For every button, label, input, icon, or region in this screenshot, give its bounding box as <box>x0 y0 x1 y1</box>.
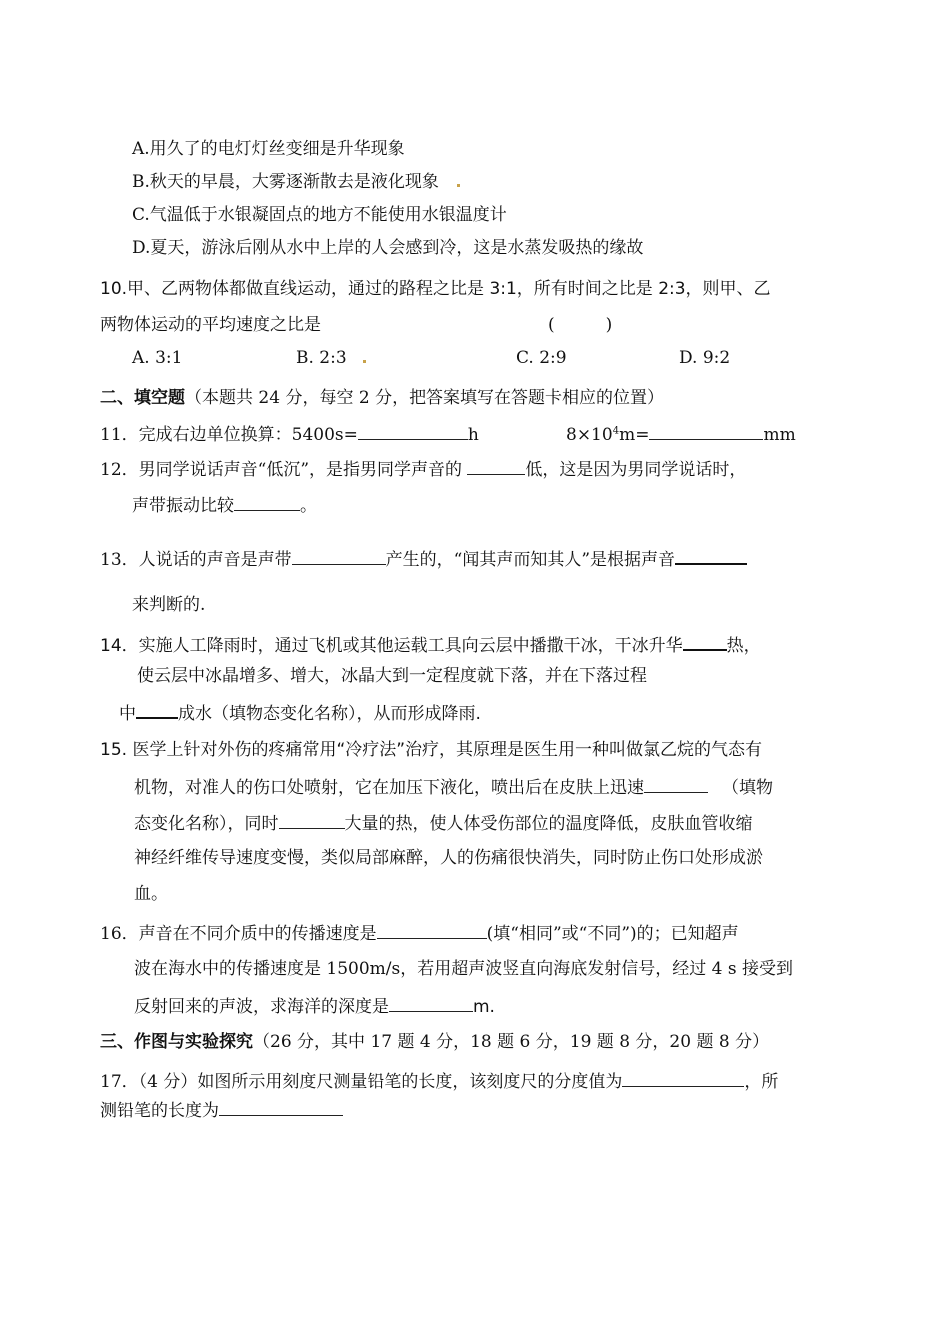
q10-option-d: D. 9:2 <box>679 348 731 368</box>
q10-line2: 两物体运动的平均速度之比是 <box>100 315 321 335</box>
q17-blank-1[interactable] <box>622 1068 744 1087</box>
q15-line4: 神经纤维传导速度变慢，类似局部麻醉，人的伤痛很快消失，同时防止伤口处形成淤 <box>134 848 763 868</box>
q15-blank-2[interactable] <box>279 810 345 829</box>
q13-blank-1[interactable] <box>292 546 386 565</box>
q12-line1: 12．男同学说话声音“低沉”，是指男同学声音的 低，这是因为男同学说话时， <box>100 456 746 482</box>
q10-option-b: B. 2:3 <box>296 346 368 370</box>
q17-line2: 测铅笔的长度为 <box>100 1097 343 1123</box>
q11-line: 11．完成右边单位换算：5400s= h <box>100 421 479 447</box>
q15-line5: 血。 <box>134 884 168 904</box>
q16-blank-1[interactable] <box>377 920 487 939</box>
q12-blank-2[interactable] <box>234 492 300 511</box>
q11-blank-1[interactable] <box>358 421 468 440</box>
q13-line2: 来判断的. <box>132 595 206 615</box>
q9-option-c: C.气温低于水银凝固点的地方不能使用水银温度计 <box>132 205 507 225</box>
q13-blank-2[interactable] <box>675 545 747 565</box>
q16-line1: 16．声音在不同介质中的传播速度是 (填“相同”或“不同”)的；已知超声 <box>100 920 739 946</box>
q12-line2: 声带振动比较 。 <box>132 492 317 518</box>
section3-note: （26 分，其中 17 题 4 分，18 题 6 分，19 题 8 分，20 题 8 分） <box>253 1032 770 1052</box>
q12-blank-1[interactable] <box>467 456 525 475</box>
stray-dot <box>363 360 366 363</box>
section3-heading <box>100 1030 769 1054</box>
section2-heading <box>100 386 664 410</box>
q16-line3: 反射回来的声波，求海洋的深度是 m. <box>134 993 495 1019</box>
q16-blank-2[interactable] <box>389 993 473 1012</box>
q11-line-part2: $8\times 10^4m=$ mm <box>566 421 796 447</box>
q16-line2: 波在海水中的传播速度是 1500m/s，若用超声波竖直向海底发射信号，经过 4 s 接受到 <box>134 959 794 979</box>
q15-line1: 15. 医学上针对外伤的疼痛常用“冷疗法”治疗，其原理是医生用一种叫做氯乙烷的气态有 <box>100 740 763 760</box>
q10-answer-paren: ( ) <box>548 315 613 335</box>
q10-option-c: C. 2:9 <box>516 348 567 368</box>
q17-line1: 17．（4 分）如图所示用刻度尺测量铅笔的长度，该刻度尺的分度值为 ，所 <box>100 1068 778 1094</box>
q14-line3: 中 成水（填物态变化名称），从而形成降雨. <box>119 699 481 726</box>
stray-dot <box>457 184 460 187</box>
q10-line1: 10.甲、乙两物体都做直线运动，通过的路程之比是 3:1，所有时间之比是 2:3，则甲、乙 <box>100 279 771 299</box>
q13-line1: 13．人说话的声音是声带 产生的，“闻其声而知其人”是根据声音 <box>100 545 747 572</box>
q14-line1: 14．实施人工降雨时，通过飞机或其他运载工具向云层中播撒干冰，干冰升华 热， <box>100 631 761 658</box>
section2-title: 二、填空题 <box>100 388 185 408</box>
q9-option-b: B.秋天的早晨，大雾逐渐散去是液化现象 <box>132 170 462 194</box>
q17-blank-2[interactable] <box>219 1097 343 1116</box>
q10-option-a: A. 3:1 <box>132 348 183 368</box>
q15-blank-1[interactable] <box>644 774 708 793</box>
q14-blank-1[interactable] <box>683 631 727 651</box>
q15-line3: 态变化名称），同时 大量的热，使人体受伤部位的温度降低，皮肤血管收缩 <box>134 810 753 836</box>
q14-line2: 使云层中冰晶增多、增大，冰晶大到一定程度就下落，并在下落过程 <box>137 666 647 686</box>
q9-option-a: A.用久了的电灯灯丝变细是升华现象 <box>132 139 405 159</box>
q9-option-d: D.夏天，游泳后刚从水中上岸的人会感到冷，这是水蒸发吸热的缘故 <box>132 238 644 258</box>
q14-blank-2[interactable] <box>136 699 178 719</box>
section3-title: 三、作图与实验探究 <box>100 1032 253 1052</box>
q11-blank-2[interactable] <box>649 421 763 440</box>
section2-note: （本题共 24 分，每空 2 分，把答案填写在答题卡相应的位置） <box>185 388 665 408</box>
q15-line2: 机物，对准人的伤口处喷射，它在加压下液化，喷出后在皮肤上迅速 （填物 <box>134 774 773 800</box>
